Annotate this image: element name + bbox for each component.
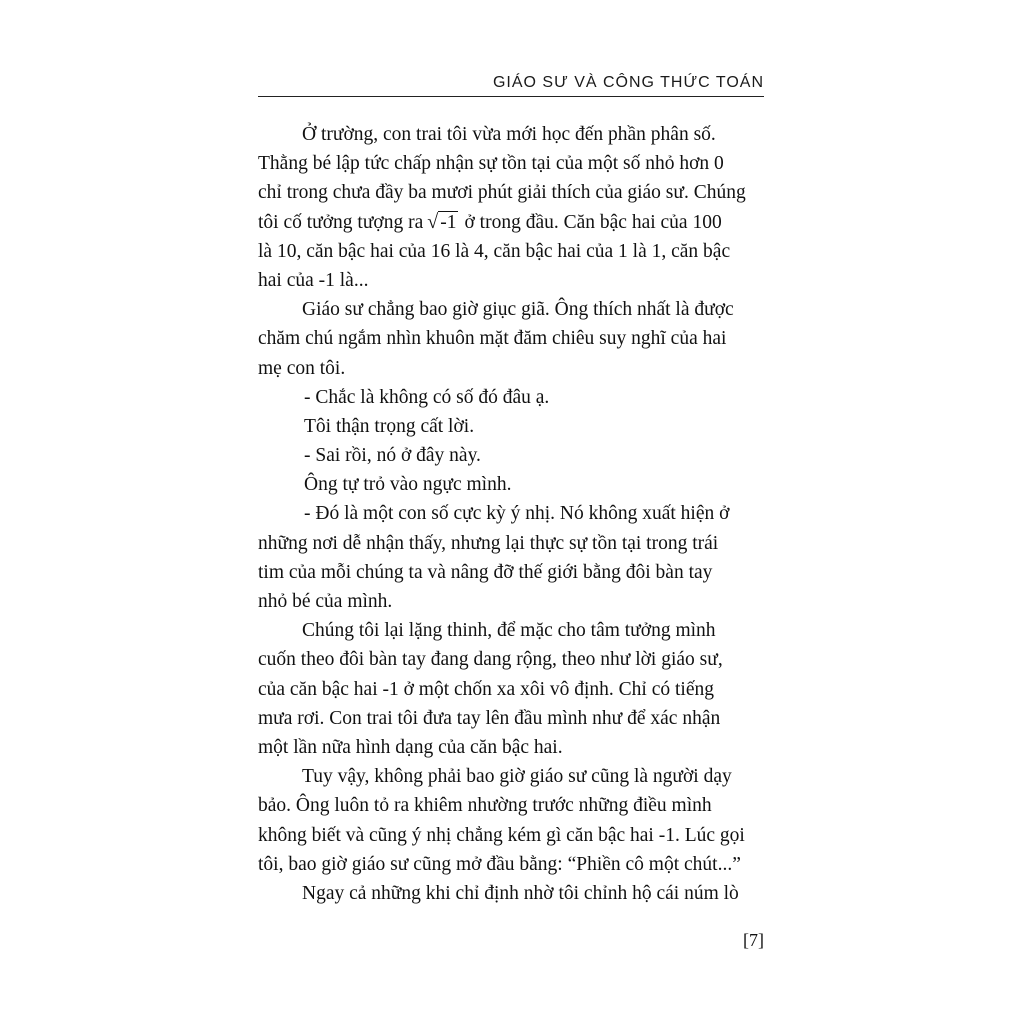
text-line: - Chắc là không có số đó đâu ạ. xyxy=(304,386,550,408)
text-line: Chúng tôi lại lặng thinh, để mặc cho tâm tưởng mình xyxy=(302,620,716,642)
text-segment: tôi cố tưởng tượng ra xyxy=(258,211,424,233)
text-line: Thằng bé lập tức chấp nhận sự tồn tại của một số nhỏ hơn 0 xyxy=(258,153,724,175)
text-segment: ở trong đầu. Căn bậc hai của 100 xyxy=(464,211,722,233)
text-line: những nơi dễ nhận thấy, nhưng lại thực sự tồn tại trong trái xyxy=(258,532,719,554)
text-line: chỉ trong chưa đầy ba mươi phút giải thích của giáo sư. Chúng xyxy=(258,182,746,204)
text-line: là 10, căn bậc hai của 16 là 4, căn bậc hai của 1 là 1, căn bậc xyxy=(258,240,731,262)
running-header: GIÁO SƯ VÀ CÔNG THỨC TOÁN xyxy=(492,74,764,91)
body-text xyxy=(258,120,764,908)
text-line: tôi, bao giờ giáo sư cũng mở đầu bằng: “Phiền cô một chút...” xyxy=(258,853,741,875)
text-line: chăm chú ngắm nhìn khuôn mặt đăm chiêu suy nghĩ của hai xyxy=(258,328,727,350)
text-line: không biết và cũng ý nhị chẳng kém gì căn bậc hai -1. Lúc gọi xyxy=(258,824,745,846)
page-number: [7] xyxy=(743,930,764,950)
square-root-symbol: √ -1 xyxy=(427,210,457,233)
text-line: Ở trường, con trai tôi vừa mới học đến phần phân số. xyxy=(302,124,716,145)
text-line: tim của mỗi chúng ta và nâng đỡ thế giới bằng đôi bàn tay xyxy=(258,561,713,583)
text-line: hai của -1 là... xyxy=(258,269,369,291)
header-rule xyxy=(258,96,764,97)
text-line: của căn bậc hai -1 ở một chốn xa xôi vô định. Chỉ có tiếng xyxy=(258,678,714,700)
text-line: Tuy vậy, không phải bao giờ giáo sư cũng là người dạy xyxy=(302,766,732,788)
radicand: -1 xyxy=(440,211,457,233)
text-line: mưa rơi. Con trai tôi đưa tay lên đầu mình như để xác nhận xyxy=(258,707,721,729)
text-line: bảo. Ông luôn tỏ ra khiêm nhường trước những điều mình xyxy=(258,795,712,817)
text-line: Ông tự trỏ vào ngực mình. xyxy=(304,474,512,496)
text-line-with-radical xyxy=(258,208,764,237)
text-line: - Sai rồi, nó ở đây này. xyxy=(304,445,481,467)
text-line: một lần nữa hình dạng của căn bậc hai. xyxy=(258,736,563,758)
text-line: Giáo sư chẳng bao giờ giục giã. Ông thích nhất là được xyxy=(302,299,734,321)
text-line: nhỏ bé của mình. xyxy=(258,591,393,612)
text-line: cuốn theo đôi bàn tay đang dang rộng, theo như lời giáo sư, xyxy=(258,649,723,671)
text-line: Tôi thận trọng cất lời. xyxy=(304,415,475,437)
text-line: Ngay cả những khi chỉ định nhờ tôi chỉnh hộ cái núm lò xyxy=(302,882,739,904)
text-line: - Đó là một con số cực kỳ ý nhị. Nó không xuất hiện ở xyxy=(304,503,730,525)
text-line: mẹ con tôi. xyxy=(258,357,346,379)
